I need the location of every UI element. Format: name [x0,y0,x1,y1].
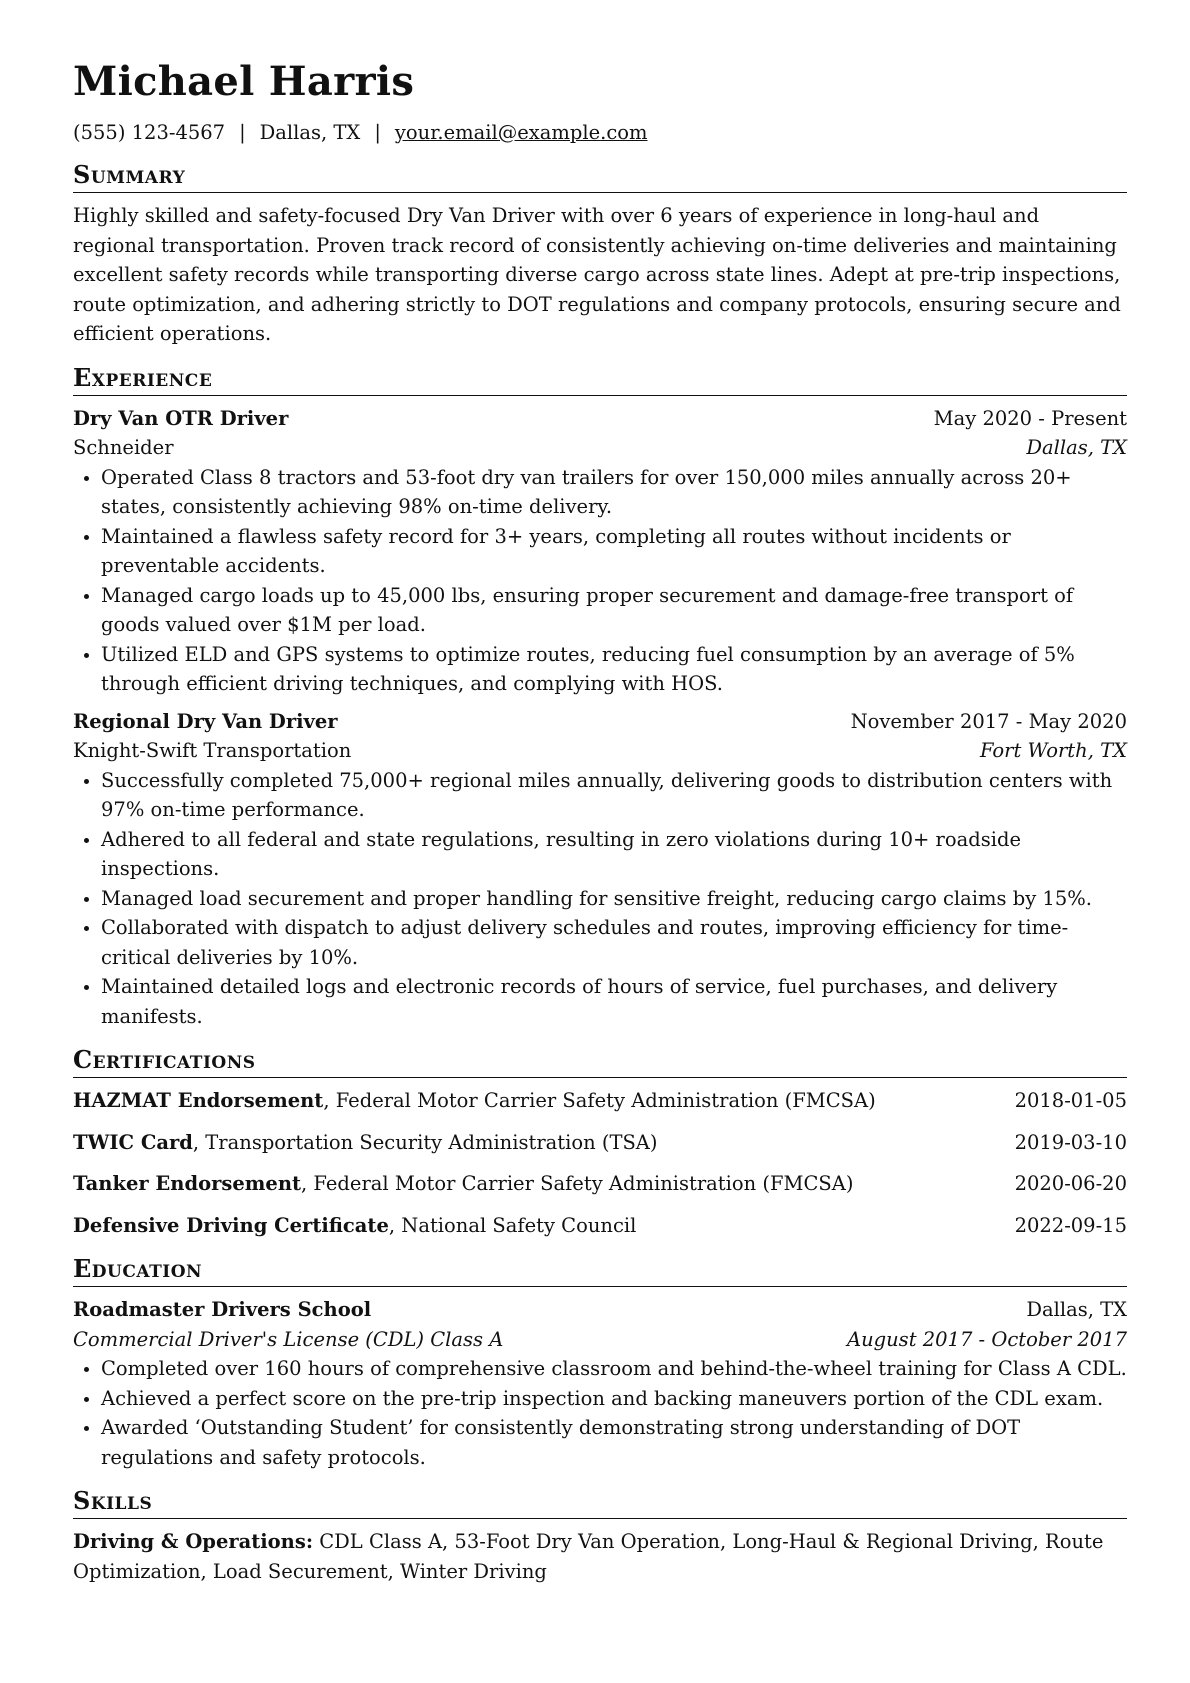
certification-date: 2018-01-05 [1014,1089,1127,1112]
certification-issuer: , National Safety Council [388,1213,637,1237]
certification-issuer: , Federal Motor Carrier Safety Administration (FMCSA) [301,1172,854,1195]
job-subheader [73,736,1127,766]
section-title-experience: Experience [73,363,1127,396]
school-location: Dallas, TX [1026,1298,1127,1321]
certification-text [73,1086,876,1116]
skills-text [73,1527,1127,1586]
resume-page [73,58,1127,1586]
list-item: • Maintained a flawless safety record for 3+ years, completing all routes without incidents or preventable accidents. [101,522,1127,581]
certification-row [73,1211,1127,1241]
list-item: • Completed over 160 hours of comprehensive classroom and behind-the-wheel training for Class A CDL. [101,1354,1127,1384]
section-title-summary: Summary [73,160,1127,193]
certification-row [73,1128,1127,1158]
job-bullets [73,463,1127,699]
job-location: Fort Worth, TX [979,739,1127,762]
section-title-education: Education [73,1254,1127,1287]
school-name: Roadmaster Drivers School [73,1298,372,1321]
location: Dallas, TX [259,121,361,144]
certification-text [73,1169,853,1199]
certification-name: HAZMAT Endorsement [73,1089,324,1112]
education-bullets [73,1354,1127,1472]
certification-text [73,1128,658,1158]
certification-date: 2020-06-20 [1014,1172,1127,1195]
candidate-name: Michael Harris [73,58,415,105]
job-dates: May 2020 - Present [933,406,1127,430]
certifications-list [73,1086,1127,1240]
education-header [73,1295,1127,1325]
list-item: • Utilized ELD and GPS systems to optimize routes, reducing fuel consumption by an average of 5% through efficient driving techniques, and complying with HOS. [101,640,1127,699]
certification-date: 2019-03-10 [1014,1130,1127,1154]
job-role: Dry Van OTR Driver [73,406,289,430]
job-header [73,707,1127,737]
contact-separator: | [374,121,381,144]
list-item: • Achieved a perfect score on the pre-trip inspection and backing maneuvers portion of the CDL exam. [101,1384,1127,1414]
job-bullets [73,766,1127,1032]
certification-text [73,1211,636,1241]
job-subheader [73,433,1127,463]
degree-name: Commercial Driver's License (CDL) Class A [73,1327,504,1351]
certification-date: 2022-09-15 [1014,1213,1127,1237]
list-item: • Adhered to all federal and state regulations, resulting in zero violations during 10+ roadside inspections. [101,825,1127,884]
certification-row [73,1169,1127,1199]
email-link[interactable]: your.email@example.com [394,121,648,144]
list-item: • Managed cargo loads up to 45,000 lbs, ensuring proper securement and damage-free transport of goods valued over $1M per load. [101,581,1127,640]
job-role: Regional Dry Van Driver [73,709,338,733]
certification-row [73,1086,1127,1116]
list-item: • Successfully completed 75,000+ regional miles annually, delivering goods to distribution centers with 97% on-time performance. [101,766,1127,825]
contact-line [73,120,1127,146]
certification-name: TWIC Card [73,1130,193,1154]
list-item: • Maintained detailed logs and electronic records of hours of service, fuel purchases, and delivery manifests. [101,972,1127,1031]
skills-category: Driving & Operations: [73,1530,314,1553]
certification-issuer: , Transportation Security Administration (TSA) [192,1130,658,1154]
section-title-certifications: Certifications [73,1045,1127,1078]
phone-number: (555) 123-4567 [73,121,226,144]
summary-text: Highly skilled and safety-focused Dry Van Driver with over 6 years of experience in long-haul and regional transportation. Proven track record of consistently achieving on-time deliveries and maintaining excellent safety records while transporting diverse cargo across state lines. Adept at pre-trip inspections, route optimization, and adhering strictly to DOT regulations and company protocols, ensuring secure and efficient operations. [73,204,1121,345]
education-entry [73,1295,1127,1472]
certification-name: Tanker Endorsement [73,1172,302,1195]
section-title-skills: Skills [73,1486,1127,1519]
certification-name: Defensive Driving Certificate [73,1213,389,1237]
experience-list [73,404,1127,1032]
education-dates: August 2017 - October 2017 [847,1327,1127,1351]
list-item: • Collaborated with dispatch to adjust delivery schedules and routes, improving efficiency for time-critical deliveries by 10%. [101,913,1127,972]
skills-items: CDL Class A, 53-Foot Dry Van Operation, Long-Haul & Regional Driving, Route Optimization, Load Securement, Winter Driving [73,1530,1104,1583]
contact-separator: | [239,121,246,144]
list-item: • Awarded ‘Outstanding Student’ for consistently demonstrating strong understanding of DOT regulations and safety protocols. [101,1413,1127,1472]
job-company: Schneider [73,436,174,459]
education-subheader [73,1325,1127,1355]
job-entry [73,404,1127,699]
job-company: Knight-Swift Transportation [73,739,352,762]
job-dates: November 2017 - May 2020 [850,709,1127,733]
job-entry [73,707,1127,1032]
list-item: • Managed load securement and proper handling for sensitive freight, reducing cargo claims by 15%. [101,884,1127,914]
job-location: Dallas, TX [1026,436,1127,459]
list-item: • Operated Class 8 tractors and 53-foot dry van trailers for over 150,000 miles annually across 20+ states, consistently achieving 98% on-time delivery. [101,463,1127,522]
certification-issuer: , Federal Motor Carrier Safety Administration (FMCSA) [323,1089,876,1112]
job-header [73,404,1127,434]
